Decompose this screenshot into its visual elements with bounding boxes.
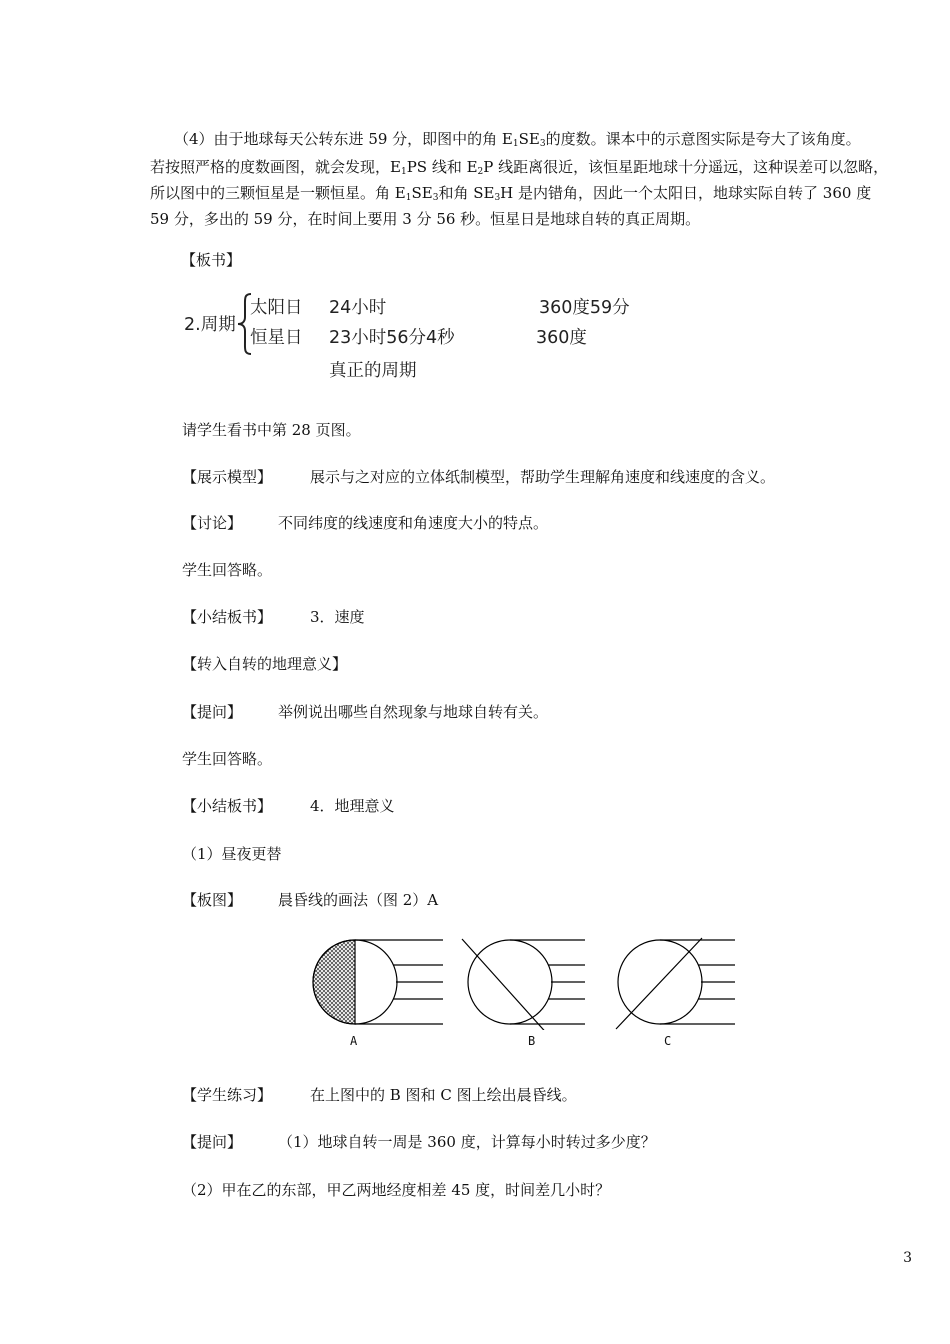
summary-2-tag: 【小结板书】 bbox=[182, 797, 273, 815]
page-number: 3 bbox=[903, 1250, 912, 1266]
para-line-3: 所以图中的三颗恒星是一颗恒星。角 $E_1SE_3$和角 $SE_3H$ 是内错角，因此一个太阳日，地球实际自转了 360 度 bbox=[150, 184, 872, 203]
para-line-1: （4）由于地球每天公转东进 59 分，即图中的角 $E_1SE_3$的度数。课本中的示意图实际是夸大了该角度。 bbox=[174, 130, 861, 149]
practice-tag: 【学生练习】 bbox=[182, 1086, 273, 1104]
board-row2-time: 23小时56分4秒 bbox=[329, 328, 455, 348]
summary-2-line bbox=[182, 797, 395, 815]
ask-1-line bbox=[182, 703, 548, 721]
diagram-c bbox=[616, 938, 735, 1029]
diagram-b bbox=[462, 939, 585, 1030]
figure-label-b: B bbox=[528, 1034, 536, 1048]
figure-label-a: A bbox=[350, 1034, 358, 1048]
terminator-line-b bbox=[462, 939, 550, 1030]
discuss-tag: 【讨论】 bbox=[182, 514, 243, 532]
board-row1-deg: 360度59分 bbox=[539, 298, 630, 318]
summary-1-line bbox=[182, 608, 365, 626]
banshu-label: 【板书】 bbox=[181, 251, 242, 269]
drawing-tag: 【板图】 bbox=[182, 891, 243, 909]
drawing-text: 晨昏线的画法（图 2）A bbox=[278, 891, 439, 909]
terminator-figure bbox=[300, 935, 745, 1030]
summary-2-text: 4．地理意义 bbox=[310, 797, 395, 815]
show-model-text: 展示与之对应的立体纸制模型，帮助学生理解角速度和线速度的含义。 bbox=[310, 468, 776, 486]
diagram-a bbox=[313, 940, 443, 1024]
answer-1: 学生回答略。 bbox=[182, 561, 273, 579]
board-heading: 2.周期 bbox=[184, 315, 236, 335]
see-book: 请学生看书中第 28 页图。 bbox=[182, 421, 361, 439]
summary-1-tag: 【小结板书】 bbox=[182, 608, 273, 626]
show-model-tag: 【展示模型】 bbox=[182, 468, 273, 486]
para-line-4: 59 分，多出的 59 分，在时间上要用 3 分 56 秒。恒星日是地球自转的真正周期。 bbox=[150, 210, 701, 228]
earth-circle-b bbox=[468, 940, 552, 1024]
paragraph-4 bbox=[174, 126, 914, 153]
ask-1-tag: 【提问】 bbox=[182, 703, 243, 721]
para-line-2: 若按照严格的度数画图，就会发现，$E_1PS$ 线和 $E_2P$ 线距离很近，该恒星距地球十分遥远，这种误差可以忽略， bbox=[150, 158, 889, 177]
board-row2-deg: 360度 bbox=[536, 328, 587, 348]
answer-2: 学生回答略。 bbox=[182, 750, 273, 768]
ask-2-tag: 【提问】 bbox=[182, 1133, 243, 1151]
ask-1-text: 举例说出哪些自然现象与地球自转有关。 bbox=[278, 703, 549, 721]
day-night: （1）昼夜更替 bbox=[182, 845, 282, 863]
ask-2-text: （1）地球自转一周是 360 度，计算每小时转过多少度？ bbox=[278, 1133, 656, 1151]
figure-label-c: C bbox=[664, 1034, 672, 1048]
drawing-line bbox=[182, 891, 438, 909]
show-model-line bbox=[182, 468, 775, 486]
ask-2-sub: （2）甲在乙的东部，甲乙两地经度相差 45 度，时间差几小时？ bbox=[182, 1181, 611, 1199]
discuss-line bbox=[182, 514, 548, 532]
board-row2-name: 恒星日 bbox=[250, 328, 303, 348]
night-side-shade bbox=[313, 940, 355, 1024]
practice-line bbox=[182, 1086, 577, 1104]
board-row1-time: 24小时 bbox=[329, 298, 387, 318]
terminator-line-c bbox=[616, 938, 702, 1029]
transition: 【转入自转的地理意义】 bbox=[182, 655, 348, 673]
summary-1-text: 3．速度 bbox=[310, 608, 365, 626]
practice-text: 在上图中的 B 图和 C 图上绘出晨昏线。 bbox=[310, 1086, 577, 1104]
board-note: 真正的周期 bbox=[329, 361, 417, 381]
board-row1-name: 太阳日 bbox=[250, 298, 303, 318]
discuss-text: 不同纬度的线速度和角速度大小的特点。 bbox=[278, 514, 549, 532]
ask-2-line bbox=[182, 1133, 656, 1151]
